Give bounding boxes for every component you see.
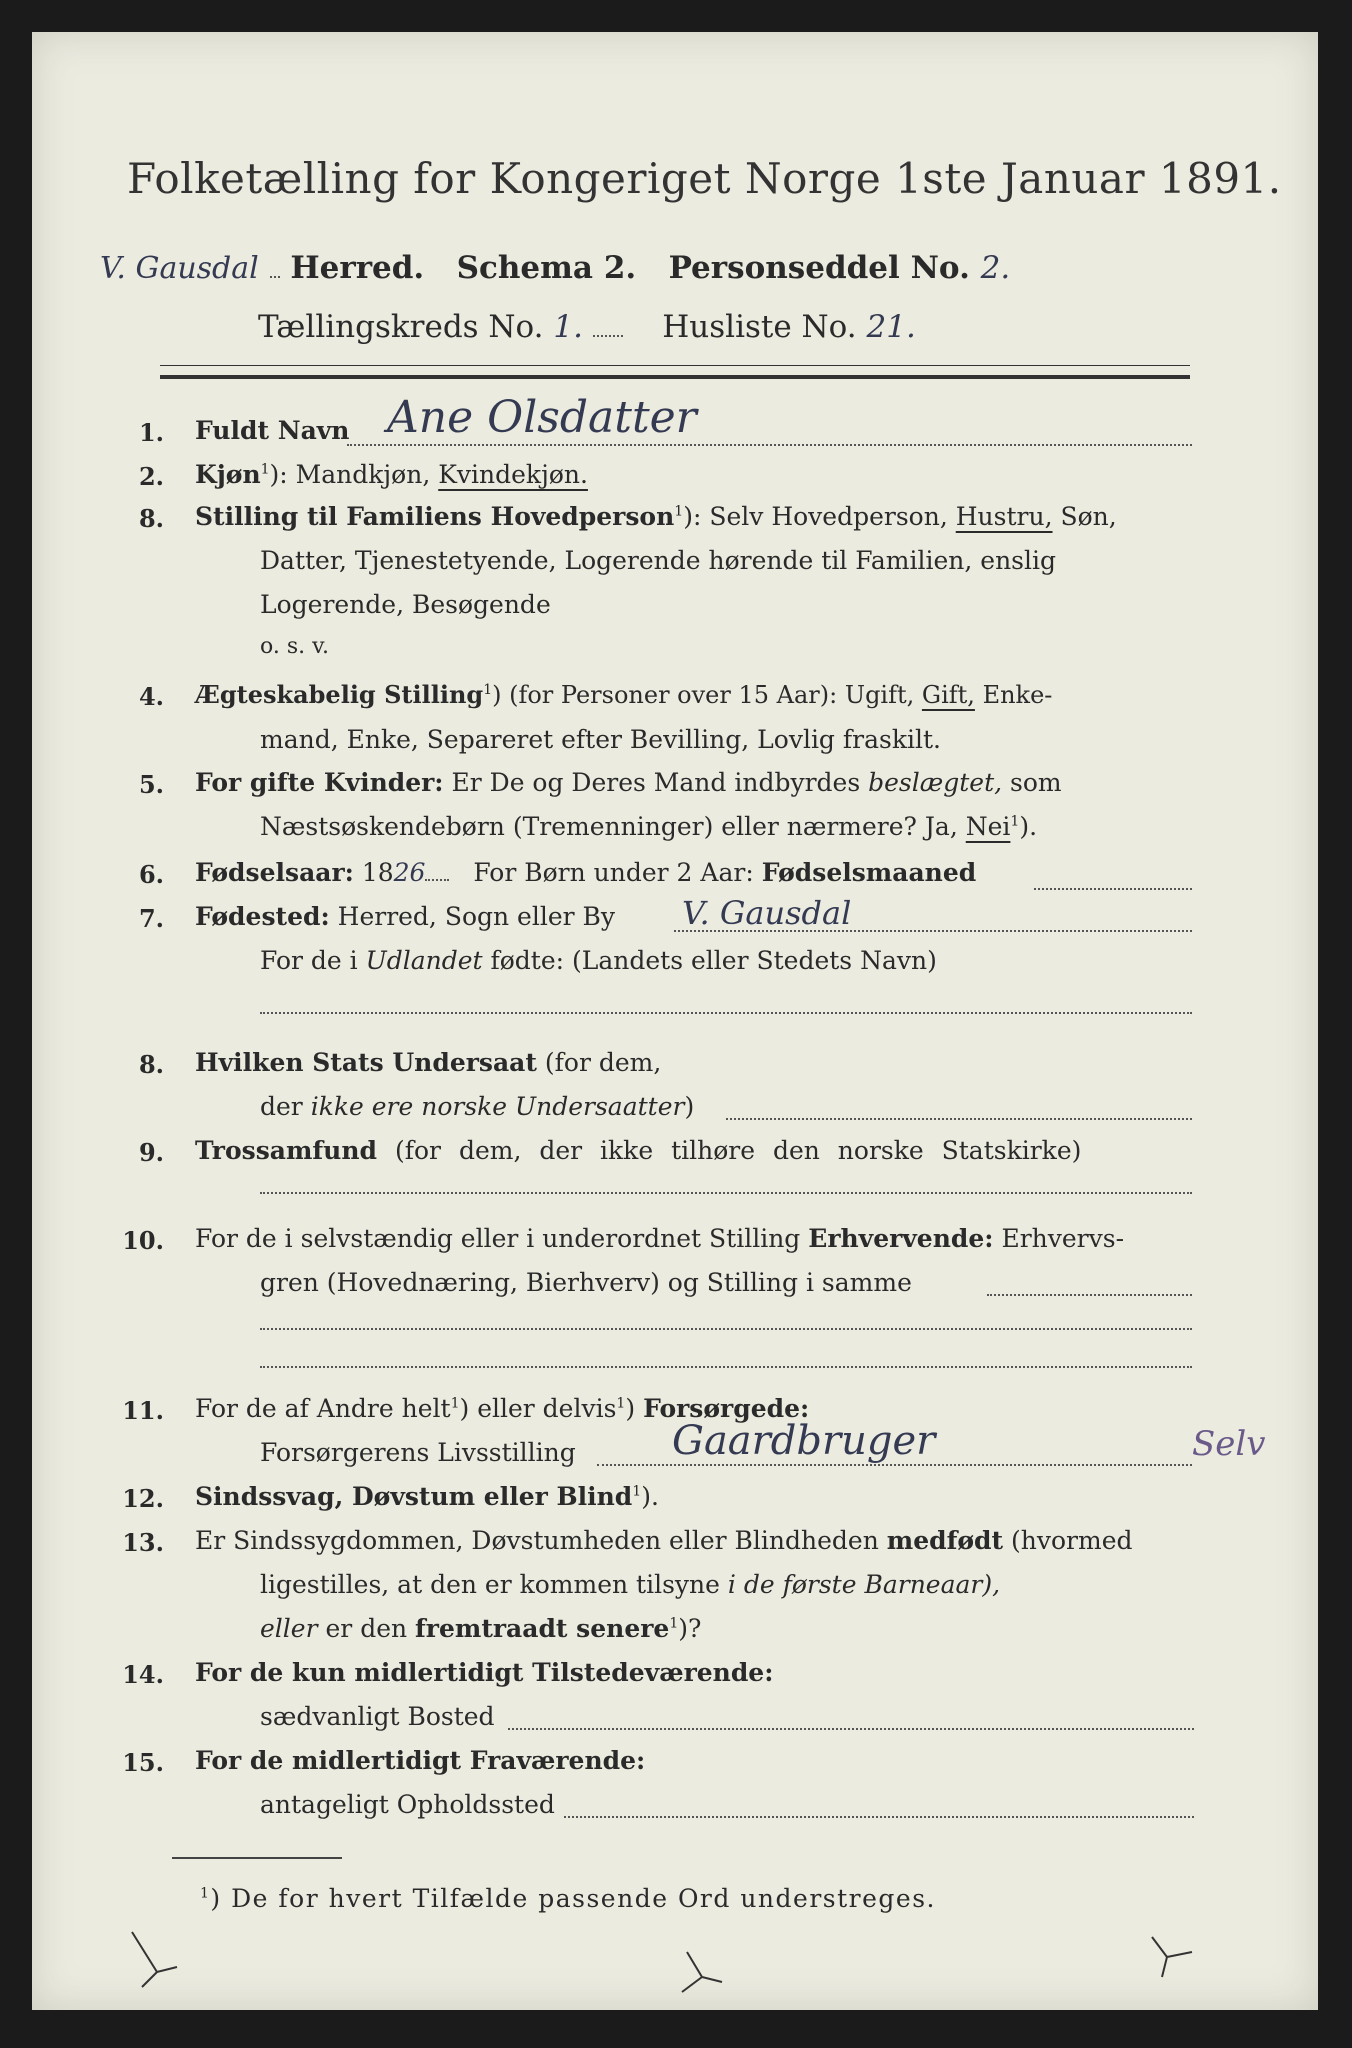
q2-sup: 1 [260,461,270,478]
q13-line3 [260,1614,701,1643]
q13-b: (hvormed [1011,1526,1133,1555]
q6-dots [1034,888,1192,890]
q13-label3: fremtraadt senere [415,1614,670,1643]
q13-line2-italic: i de første Barneaar), [727,1570,1001,1599]
q3-underlined: Hustru, [955,502,1053,531]
q3-sup: 1 [674,503,684,520]
q10-dots2 [260,1328,1192,1330]
q1-name-handwritten: Ane Olsdatter [387,392,697,443]
q4-text [195,680,1052,709]
q11-c: ) [625,1394,636,1423]
q5-b: som [1010,768,1062,797]
q5-label: For gifte Kvinder: [195,768,444,797]
census-form [32,32,1318,2010]
q15-dots [564,1816,1194,1818]
q4-sup: 1 [483,682,493,698]
kreds-dots [593,335,623,337]
footnote-text: ) De for hvert Tilfælde passende Ord understreges. [210,1884,936,1913]
q9-text [195,1136,1081,1165]
q1-label: Fuldt Navn [195,416,350,445]
mark-right [1152,1937,1192,1977]
q10-b: Erhvervs- [1001,1224,1125,1253]
q12-end: ). [641,1482,659,1511]
q5-underlined: Nei [965,812,1011,841]
q7-dots [674,930,1192,932]
kreds-row [258,309,916,345]
husliste-label: Husliste No. [662,309,857,345]
q3-a: ): Selv Hovedperson, [683,502,948,531]
q13-a: Er Sindssygdommen, Døvstumheden eller Blindheden [195,1526,879,1555]
q15-label: For de midlertidigt Fraværende: [195,1746,646,1775]
q14-line2: sædvanligt Bosted [260,1702,495,1731]
q10-dots1 [987,1294,1192,1296]
q10-line2: gren (Hovednæring, Bierhverv) og Stilling i samme [260,1268,912,1297]
q4-number: 4. [138,682,164,711]
q12-number: 12. [122,1484,164,1513]
q6-label: Fødselsaar: [195,858,354,887]
footnote [200,1884,936,1913]
q14-number: 14. [122,1660,164,1689]
q5-sup: 1 [1010,813,1020,830]
q11-sup1: 1 [450,1395,460,1412]
q6-text [195,858,976,887]
personseddel-label: Personseddel No. [668,250,970,286]
q15-number: 15. [122,1748,164,1777]
mark-left [132,1932,177,1987]
husliste-handwritten: 21. [866,309,916,345]
q7-line2a: For de i [260,946,358,975]
q2-underlined: Kvindekjøn. [438,460,588,489]
q13-sup: 1 [669,1615,679,1632]
q7-a: Herred, Sogn eller By [337,902,616,931]
q6-year-dots [425,879,449,881]
q13-text [195,1526,1133,1555]
herred-row [100,250,1010,286]
q7-line2-italic: Udlandet [365,946,483,975]
q3-text [195,502,1117,531]
q14-dots [508,1728,1194,1730]
q7-dots2 [260,1012,1192,1014]
q7-line2 [260,946,937,975]
q4-label: Ægteskabelig Stilling [195,680,484,709]
q5-line2 [260,812,1037,841]
q11-dots [597,1464,1192,1466]
q13-line2a: ligestilles, at den er kommen tilsyne [260,1570,720,1599]
q10-text [195,1224,1124,1253]
q8-a: (for dem, [544,1048,662,1077]
q11-sup2: 1 [616,1395,626,1412]
q3-line2: Datter, Tjenestetyende, Logerende hørende til Familien, enslig [260,546,1057,575]
q12-sup: 1 [632,1483,642,1500]
q8-label: Hvilken Stats Undersaat [195,1048,537,1077]
q13-end3: )? [678,1614,702,1643]
q11-b: ) eller delvis [459,1394,617,1423]
q5-number: 5. [138,770,164,799]
mark-center [682,1952,722,1992]
q8-number: 8. [138,1050,164,1079]
q12-text [195,1482,659,1511]
schema-label: Schema 2. [456,250,637,286]
q2-rest: ): Mandkjøn, [269,460,431,489]
q3-b: Søn, [1060,502,1117,531]
q7-handwritten: V. Gausdal [682,894,852,932]
q5-italic: beslægtet, [868,768,1003,797]
q12-label: Sindssvag, Døvstum eller Blind [195,1482,633,1511]
q3-line4: o. s. v. [260,634,329,659]
q8-line2b: ) [684,1092,695,1121]
q11-line2: Forsørgerens Livsstilling [260,1438,576,1467]
kreds-label: Tællingskreds No. [258,309,544,345]
q1-dots [347,444,1192,446]
herred-label: Herred. [290,250,425,286]
kreds-handwritten: 1. [553,309,583,345]
q11-label: Forsørgede: [643,1394,810,1423]
q13-line3a: er den [325,1614,408,1643]
q9-dots [260,1192,1192,1194]
q6-mid: For Børn under 2 Aar: [473,858,754,887]
herred-dots [270,276,280,278]
q4-b: Enke- [982,681,1053,709]
footnote-sup: 1 [200,1885,211,1902]
q4-underlined: Gift, [921,681,975,709]
q13-line3-italic: eller [260,1614,318,1643]
q5-text [195,768,1062,797]
q8-dots [726,1118,1192,1120]
q5-line2-text: Næstsøskendebørn (Tremenninger) eller nærmere? Ja, [260,812,958,841]
q11-number: 11. [122,1396,164,1425]
q1-number: 1. [138,418,164,447]
q9-label: Trossamfund [195,1136,378,1165]
q4-line2: mand, Enke, Separeret efter Bevilling, Lovlig fraskilt. [260,725,941,754]
q8-line2 [260,1092,694,1121]
q7-number: 7. [138,904,164,933]
q10-number: 10. [122,1226,164,1255]
footnote-rule [172,1857,342,1859]
q3-number: 8. [138,504,164,533]
q3-label: Stilling til Familiens Hovedperson [195,502,675,531]
header-rule-thin [160,365,1190,366]
q6-number: 6. [138,860,164,889]
form-title: Folketælling for Kongeriget Norge 1ste Januar 1891. [127,154,1282,203]
q13-number: 13. [122,1528,164,1557]
q8-text [195,1048,661,1077]
q3-line3: Logerende, Besøgende [260,590,551,619]
q5-a: Er De og Deres Mand indbyrdes [451,768,861,797]
q10-a: For de i selvstændig eller i underordnet Stilling [195,1224,801,1253]
q7-line2b: fødte: (Landets eller Stedets Navn) [490,946,937,975]
q7-label: Fødested: [195,902,330,931]
q11-handwritten: Gaardbruger [672,1418,936,1464]
q13-label: medfødt [886,1526,1004,1555]
q7-text [195,902,615,931]
personseddel-handwritten: 2. [980,250,1011,286]
q14-label: For de kun midlertidigt Tilstedeværende: [195,1658,774,1687]
bottom-marks [122,1922,1222,2002]
q15-line2: antageligt Opholdssted [260,1790,555,1819]
q13-line2 [260,1570,1000,1599]
q6-prefix: 18 [361,858,394,887]
q2-number: 2. [138,462,164,491]
q5-end: ). [1019,812,1038,841]
q6-label2: Fødselsmaaned [761,858,977,887]
header-rule [160,375,1190,379]
q11-handwritten2: Selv [1192,1424,1266,1464]
q2-label: Kjøn [195,460,261,489]
q10-label: Erhvervende: [808,1224,994,1253]
q2-text [195,460,588,489]
q11-a: For de af Andre helt [195,1394,451,1423]
q9-number: 9. [138,1138,164,1167]
q4-a: ) (for Personer over 15 Aar): Ugift, [492,681,915,709]
q10-dots3 [260,1366,1192,1368]
q9-a: (for dem, der ikke tilhøre den norske Statskirke) [394,1136,1082,1165]
q8-line2a: der [260,1092,303,1121]
herred-handwritten: V. Gausdal [100,251,259,286]
q8-line2-italic: ikke ere norske Undersaatter [310,1092,685,1121]
q6-year-handwritten: 26 [393,858,426,887]
